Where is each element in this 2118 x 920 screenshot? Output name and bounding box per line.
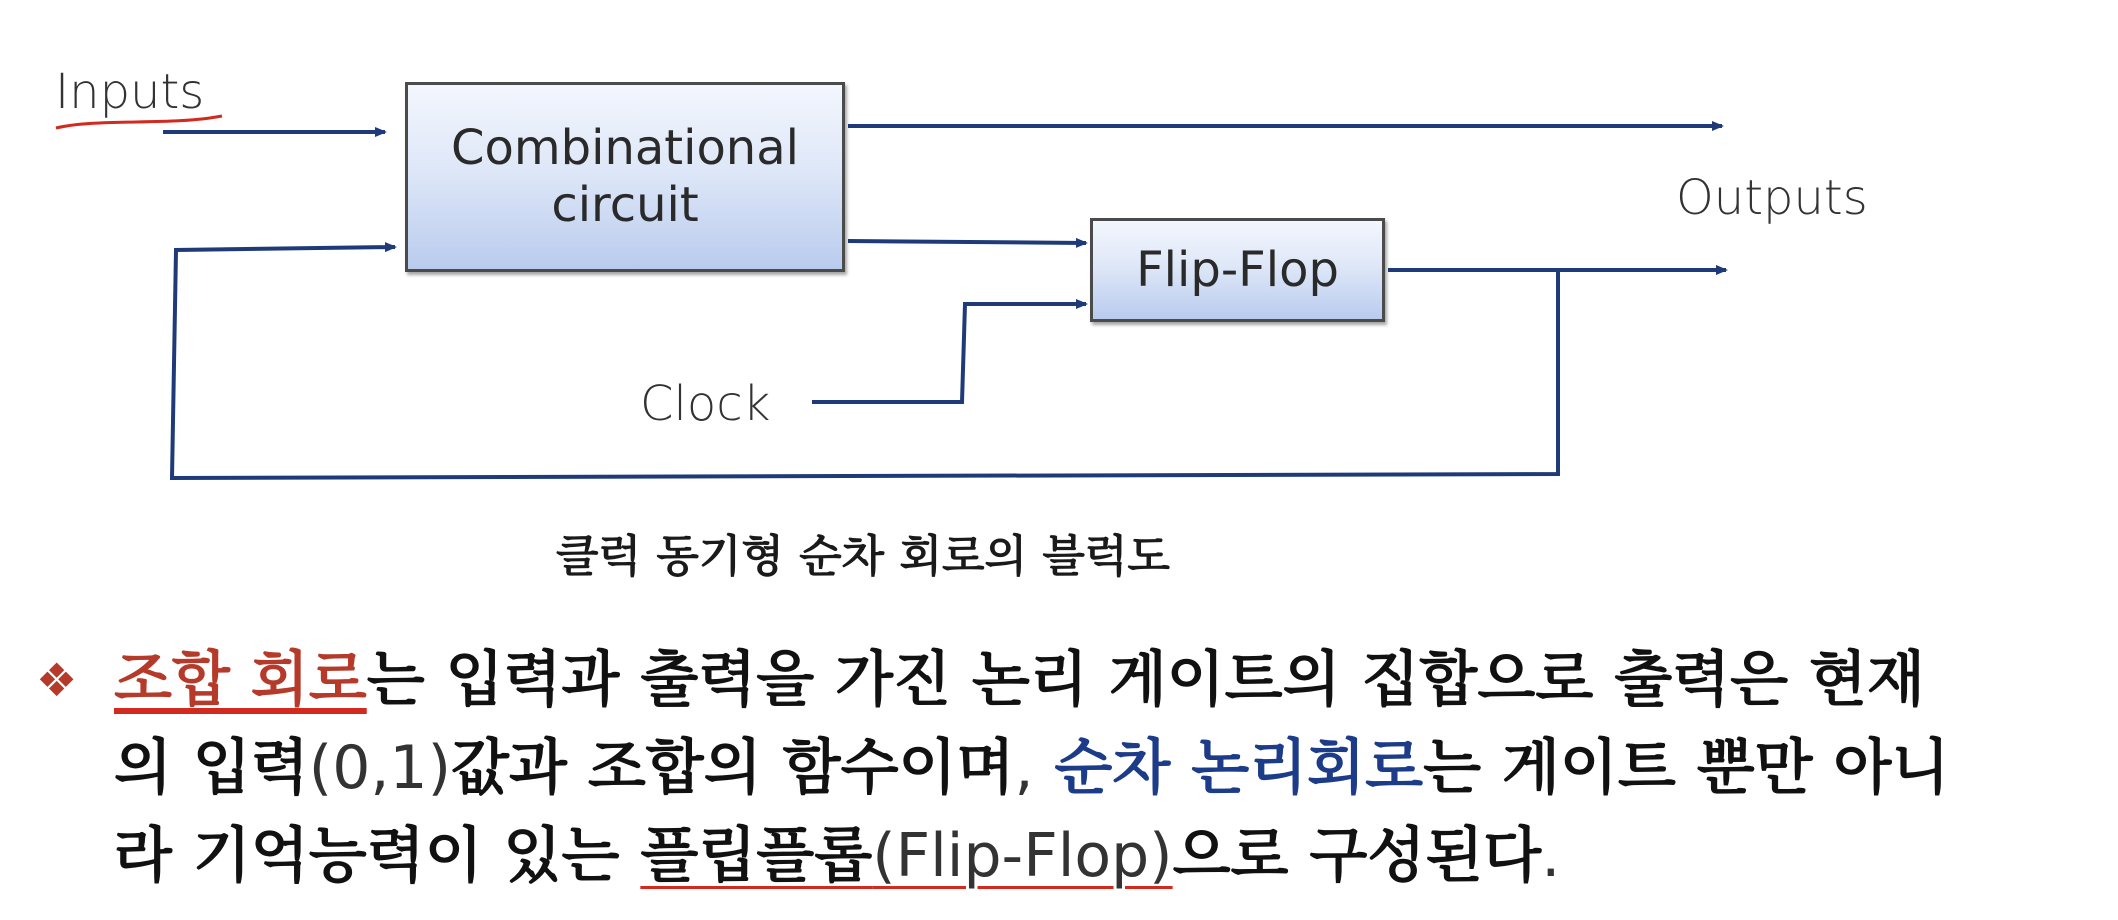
inputs-label: Inputs bbox=[55, 64, 205, 120]
term-sequential-logic-circuit: 순차 논리회로 bbox=[1054, 733, 1424, 803]
flip-flop-block bbox=[1090, 218, 1385, 322]
line2-comma: , bbox=[1014, 733, 1034, 803]
diagram-caption: 클럭 동기형 순차 회로의 블럭도 bbox=[556, 531, 1170, 582]
line2-text-c: 는 게이트 뿐만 아니 bbox=[1423, 733, 1950, 803]
outputs-label: Outputs bbox=[1676, 170, 1868, 226]
line3-text-b: 으로 구성된다 bbox=[1172, 821, 1542, 891]
line1-text: 는 입력과 출력을 가진 논리 게이트의 집합으로 출력은 현재 bbox=[366, 645, 1925, 715]
paragraph-line-2 bbox=[36, 724, 2106, 812]
clock-label: Clock bbox=[640, 376, 771, 432]
term-flip-flop-english: (Flip-Flop) bbox=[872, 821, 1173, 891]
paragraph-line-1 bbox=[36, 636, 2106, 724]
flip-flop-label: Flip-Flop bbox=[1136, 241, 1339, 298]
line2-values: (0,1) bbox=[308, 733, 452, 803]
bullet-icon: ❖ bbox=[36, 653, 78, 707]
line3-text-a: 라 기억능력이 있는 bbox=[114, 821, 641, 891]
paragraph-line-3 bbox=[36, 812, 2106, 900]
line2-text-a: 의 입력 bbox=[114, 733, 309, 803]
term-combinational-circuit: 조합 회로 bbox=[114, 645, 367, 715]
comb-to-ff-wire bbox=[848, 241, 1086, 243]
combinational-label-line1: Combinational bbox=[451, 120, 799, 177]
term-flip-flop-korean: 플립플롭 bbox=[640, 821, 873, 891]
line3-period: . bbox=[1541, 821, 1561, 891]
combinational-label-line2: circuit bbox=[551, 177, 699, 233]
clock-wire bbox=[812, 304, 1086, 402]
description-paragraph bbox=[36, 636, 2106, 900]
combinational-circuit-block bbox=[405, 82, 845, 272]
line2-text-b: 값과 조합의 함수이며 bbox=[451, 733, 1015, 803]
